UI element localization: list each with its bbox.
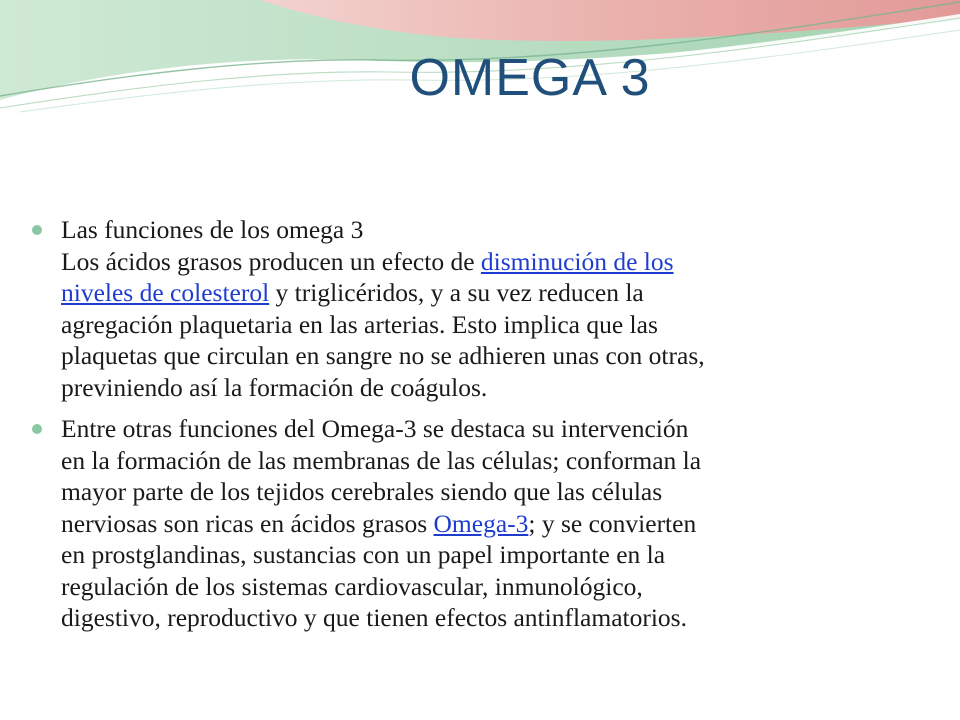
text-segment: regulación de los sistemas cardiovascular, inmunológico, xyxy=(61,571,643,601)
bullet-dot-icon xyxy=(32,424,42,434)
text-line xyxy=(61,571,934,603)
text-line xyxy=(61,246,934,278)
text-line xyxy=(61,445,934,477)
bullet-dot-icon xyxy=(32,225,42,235)
text-segment: digestivo, reproductivo y que tienen efectos antinflamatorios. xyxy=(61,603,687,632)
hyperlink[interactable]: Omega-3 xyxy=(433,508,529,538)
text-segment: mayor parte de los tejidos cerebrales siendo que las células xyxy=(61,477,663,506)
bullet-item xyxy=(28,413,934,634)
text-line xyxy=(61,340,934,372)
text-segment: en la formación de las membranas de las células; conforman la xyxy=(61,445,702,475)
text-segment: ; y se convierten xyxy=(528,508,697,538)
text-segment: y triglicéridos, y a su vez reducen la xyxy=(269,278,644,307)
text-segment: nerviosas son ricas en ácidos grasos xyxy=(61,508,434,538)
text-line xyxy=(61,476,934,508)
text-segment: Entre otras funciones del Omega-3 se destaca su intervención xyxy=(61,414,689,443)
text-segment: Los ácidos grasos producen un efecto de xyxy=(61,246,481,276)
text-line xyxy=(61,372,934,404)
slide-title: OMEGA 3 xyxy=(409,49,651,107)
hyperlink[interactable]: disminución de los xyxy=(480,246,674,276)
text-line xyxy=(61,309,934,341)
text-line xyxy=(61,602,934,634)
bullet-list xyxy=(28,214,934,644)
text-segment: en prostglandinas, sustancias con un papel importante en la xyxy=(61,540,666,569)
text-line xyxy=(61,508,934,540)
text-segment: previniendo así la formación de coágulos. xyxy=(61,372,488,402)
text-segment: plaquetas que circulan en sangre no se adhieren unas con otras, xyxy=(61,341,705,370)
text-line xyxy=(61,214,934,246)
bullet-item xyxy=(28,214,934,403)
text-line xyxy=(61,413,934,445)
text-segment: agregación plaquetaria en las arterias. Esto implica que las xyxy=(61,309,658,339)
text-segment: Las funciones de los omega 3 xyxy=(61,215,364,244)
text-line xyxy=(61,539,934,571)
hyperlink[interactable]: niveles de colesterol xyxy=(61,278,270,307)
text-line xyxy=(61,277,934,309)
